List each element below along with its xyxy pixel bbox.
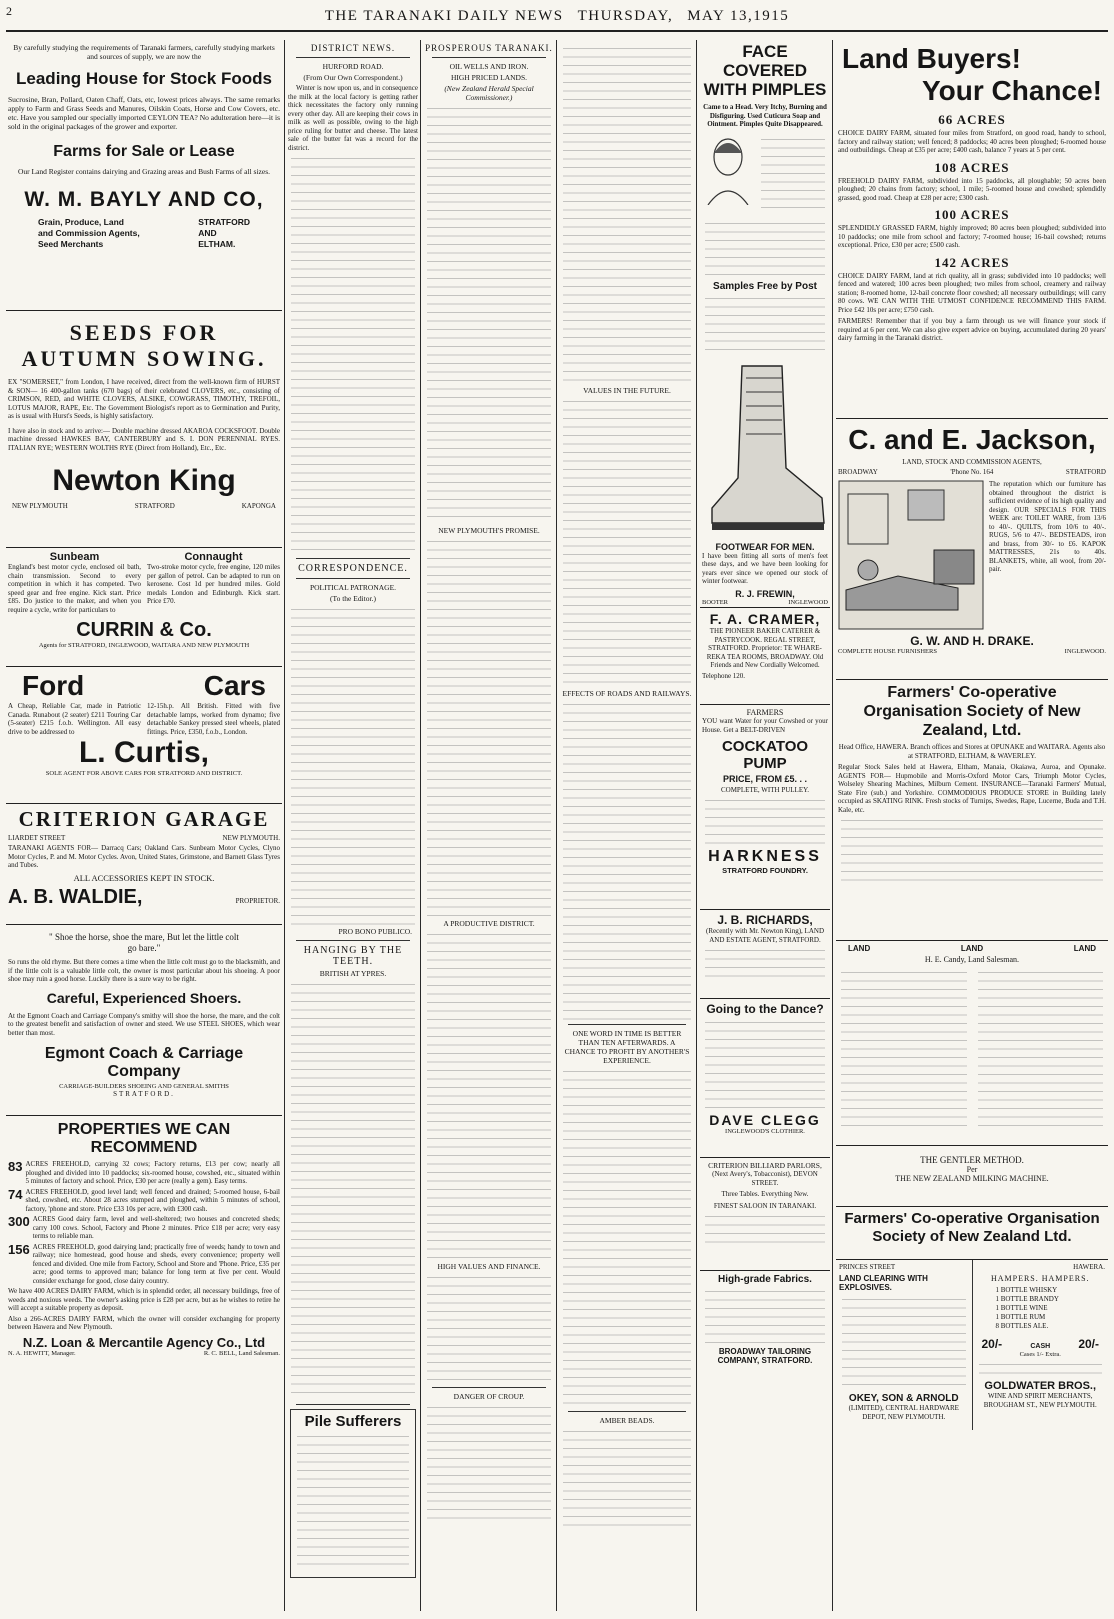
article-text-block	[705, 796, 825, 846]
careful-headline: Careful, Experienced Shoers.	[46, 989, 242, 1006]
article-text-block	[563, 700, 691, 1020]
divider	[296, 578, 410, 579]
page-number: 2	[6, 4, 14, 18]
candy-listings	[838, 966, 1106, 1130]
farmers-body: YOU want Water for your Cowshed or your House. Get a BELT-DRIVEN	[702, 717, 828, 734]
nk-place: NEW PLYMOUTH	[12, 502, 68, 510]
high-values-heading: HIGH VALUES AND FINANCE.	[437, 1262, 541, 1271]
article-text-block	[978, 968, 1104, 1128]
boot-illustration-icon	[702, 358, 828, 538]
dave-clegg-name: DAVE CLEGG	[709, 1112, 821, 1128]
lot-description: CHOICE DAIRY FARM, situated four miles from Stratford, on good road, handy to school, factory and railway station; well fenced; 8 paddocks; 40 acres been ploughed; 6-roomed house and outbuildings. Cheap at £35 per acre; £400 cash, balance 7 years at 5 per cent.	[838, 129, 1106, 154]
cockatoo-price: PRICE, FROM £5. . .	[722, 774, 807, 784]
jackson-street: BROADWAY	[838, 468, 878, 476]
egmont-body: At the Egmont Coach and Carriage Company's smithy will shoe the horse, the mare, and the colt to the greatest benefit and satisfaction of owner and steed. We use STEEL SHOES, which wear better than most.	[8, 1011, 280, 1037]
harkness-advertisement	[700, 705, 830, 910]
column-rule	[420, 40, 421, 1611]
divider	[568, 1411, 686, 1412]
farmers-coop-advertisement	[836, 680, 1108, 941]
article-text-block	[291, 980, 415, 1400]
article-text-block	[291, 154, 415, 554]
hamper-item: 1 BOTTLE RUM	[995, 1313, 1046, 1321]
per-word: Per	[966, 1165, 978, 1174]
curtis-sub: SOLE AGENT FOR ABOVE CARS FOR STRATFORD AND DISTRICT.	[45, 770, 243, 777]
coop-body-2: Regular Stock Sales held at Hawera, Eltham, Manaia, Okaiawa, Auroa, and Opunake. AGENTS FOR— Hupmobile and Morris-Oxford Motor Cars, Triumph Motor Cycles, Wolseley Shearing Machines, Milburn Cement. INSURANCE—Taranaki Farmers' Mutual, State Fire (sub.) and Yorkshire. COMMODIOUS PRODUCE STORE in Building lately occupied as SKATING RINK. Fresh stocks of Turnips, Swedes, Rape, Lucerne, Buda and T.H. Kale, etc.	[838, 763, 1106, 814]
okey-sub: (LIMITED), CENTRAL HARDWARE DEPOT, NEW PLYMOUTH.	[848, 1404, 959, 1421]
danger-croup-heading: DANGER OF CROUP.	[453, 1392, 525, 1401]
lot-acreage: 100 ACRES	[934, 207, 1010, 222]
productive-district-heading: A PRODUCTIVE DISTRICT.	[443, 919, 535, 928]
jackson-town: STRATFORD	[1065, 468, 1106, 476]
property-description: ACRES FREEHOLD, carrying 32 cows; Factory returns, £13 per cow; nearly all ploughed and divided into 10 paddocks; six-roomed house, cowshed, etc., situated within 5 minutes of factory and school. Price, £30 per acre (really a gem). Easy terms.	[25, 1160, 280, 1185]
candy-name: H. E. Candy, Land Salesman.	[924, 955, 1020, 964]
footwear-headline: FOOTWEAR FOR MEN.	[715, 541, 815, 552]
bayly-details	[8, 217, 280, 250]
property-description: ACRES Good dairy farm, level and well-sheltered; two houses and concreted sheds; carry 100 cows. School, Factory and Phone 2 minutes. Price £18 per acre; very easy terms to reliable man.	[32, 1215, 280, 1240]
sunbeam-block	[8, 551, 141, 614]
column-ads-right	[836, 40, 1108, 1611]
column-rule	[832, 40, 833, 1611]
waldie-name: A. B. WALDIE,	[8, 885, 143, 908]
cars-word: Cars	[203, 670, 266, 701]
property-acreage: 83	[8, 1159, 23, 1174]
jackson-address	[838, 468, 1106, 476]
divider	[296, 558, 410, 559]
drake-sub-line	[838, 648, 1106, 655]
bayly-town: STRATFORD	[198, 217, 250, 227]
byline: (From Our Own Correspondent.)	[303, 73, 403, 82]
district-news-first-paragraph: Winter is now upon us, and in consequence the milk at the local factory is getting rather thick necessitates the factory only running every other day. All are keeping their cows in milk as well as possible, owing to the high price ruling for butter and cheese. The latest sale of the butter fat was a record for the district.	[288, 84, 418, 152]
paper-name: THE TARANAKI DAILY NEWS	[324, 7, 564, 24]
dance-headline: Going to the Dance?	[706, 1002, 824, 1016]
billiard-finest: FINEST SALOON IN TARANAKI.	[713, 1201, 817, 1210]
article-text-block	[705, 219, 825, 279]
jackson-sub: LAND, STOCK AND COMMISSION AGENTS,	[902, 458, 1042, 466]
drake-town: INGLEWOOD.	[1064, 648, 1106, 655]
roads-railways-heading: EFFECTS OF ROADS AND RAILWAYS.	[562, 689, 692, 698]
british-ypres-heading: BRITISH AT YPRES.	[319, 969, 387, 978]
hamper-price	[982, 1337, 1100, 1351]
frewin-name: R. J. FREWIN,	[735, 588, 795, 599]
issue-date: MAY 13,1915	[687, 7, 790, 24]
property-description: ACRES FREEHOLD, good dairying land; practically free of weeds; handy to town and railway; nice homestead, good house and sheds, every convenience; property well fenced and divided. One mile from Factory, School and Store and 'Phone. Price, £35 per acre; good terms to approved man; balance for long term at five per cent. Would consider exchange for good, close dairy country.	[32, 1242, 280, 1285]
article-text-block	[427, 537, 551, 917]
nz-loan-people	[8, 1350, 280, 1357]
divider	[432, 1387, 546, 1388]
coop-name: Farmers' Co-operative Organisation Society of New Zealand, Ltd.	[863, 684, 1081, 739]
price-right: 20/-	[1078, 1337, 1099, 1351]
nz-loan-salesman: R. C. BELL, Land Salesman.	[203, 1349, 280, 1357]
prosperous-taranaki-heading: PROSPEROUS TARANAKI.	[425, 43, 553, 53]
values-future-heading: VALUES IN THE FUTURE.	[583, 386, 671, 395]
bayly-advertisement	[6, 40, 282, 311]
drake-body	[838, 480, 1106, 630]
bayly-service-line: Seed Merchants	[38, 239, 104, 249]
milking-heading: THE NEW ZEALAND MILKING MACHINE.	[895, 1174, 1049, 1183]
footwear-body: I have been fitting all sorts of men's feet these days, and we have been looking for years ever since we opened our stock of winter footwear.	[702, 551, 828, 585]
nz-loan-manager: N. A. HEWITT, Manager.	[8, 1349, 76, 1357]
hurford-road-heading: HURFORD ROAD.	[322, 62, 384, 71]
correspondence-heading: CORRESPONDENCE.	[298, 563, 408, 574]
coop-body: Head Office, HAWERA. Branch offices and Stores at OPUNAKE and WAITARA. Agents also at STRATFORD, ELTHAM, & WAVERLEY.	[838, 743, 1106, 760]
column-ads-middle	[700, 40, 830, 1611]
your-chance-headline: Your Chance!	[922, 75, 1102, 106]
woman-portrait-icon	[702, 133, 754, 205]
article-text-block	[842, 1295, 966, 1391]
jackson-drake-advertisement	[836, 419, 1108, 680]
cramer-body: THE PIONEER BAKER CATERER & PASTRYCOOK. REGAL STREET, STRATFORD. Proprietor: TE WHARE-REKA TEA ROOMS, BROADWAY. Old Friends and New Cordially Welcomed.	[706, 627, 824, 669]
column-rule	[284, 40, 285, 1611]
article-text-block	[979, 1360, 1103, 1378]
milking-machine-advertisement	[836, 1146, 1108, 1207]
billiard-advertisement	[700, 1158, 830, 1271]
billiard-name: CRITERION BILLIARD PARLORS,	[708, 1161, 822, 1170]
princes-line	[839, 1263, 969, 1271]
article-text-block	[427, 1403, 551, 1523]
oil-wells-heading: OIL WELLS AND IRON.	[449, 62, 529, 71]
face-title: FACE COVERED WITH PIMPLES	[703, 42, 827, 99]
okey-advertisement	[836, 1260, 973, 1430]
jackson-name: C. and E. Jackson,	[848, 424, 1096, 455]
hampers-heading: HAMPERS. HAMPERS.	[990, 1274, 1090, 1283]
property-acreage: 300	[8, 1214, 30, 1229]
harkness-name: HARKNESS	[708, 848, 822, 865]
district-news-heading: DISTRICT NEWS.	[310, 43, 396, 53]
richards-body: (Recently with Mr. Newton King), LAND AND ESTATE AGENT, STRATFORD.	[705, 927, 824, 944]
hamper-item: 8 BOTTLES ALE.	[995, 1322, 1049, 1330]
farms-body: Our Land Register contains dairying and Grazing areas and Bush Farms of all sizes.	[17, 167, 270, 176]
waldie-role: PROPRIETOR.	[235, 896, 280, 905]
issue-day: THURSDAY,	[577, 7, 674, 24]
divider	[296, 1404, 410, 1405]
okey-name: OKEY, SON & ARNOLD	[848, 1393, 959, 1404]
clegg-sub: INGLEWOOD'S CLOTHIER.	[725, 1128, 805, 1135]
land-word: LAND	[960, 944, 984, 953]
broadway-name: BROADWAY TAILORING COMPANY, STRATFORD.	[717, 1347, 813, 1365]
newton-king-advertisement	[6, 311, 282, 548]
price-left: 20/-	[981, 1337, 1003, 1351]
bayly-service-line: Grain, Produce, Land	[38, 217, 124, 227]
ford-advertisement	[6, 667, 282, 804]
property-listing	[8, 1287, 280, 1313]
article-text-block	[705, 1287, 825, 1345]
letter-text-block	[291, 605, 415, 925]
article-text-block	[427, 1273, 551, 1383]
nk-place: KAPONGA	[241, 502, 276, 510]
column-prosperous-taranaki	[424, 40, 554, 1611]
one-word-in-time-heading: ONE WORD IN TIME IS BETTER THAN TEN AFTERWARDS. A CHANCE TO PROFIT BY ANOTHER'S EXPERIENCE.	[564, 1029, 690, 1065]
land-buyers-headline: Land Buyers!	[842, 43, 1021, 74]
land-clearing-heading: LAND CLEARING WITH EXPLOSIVES.	[839, 1274, 928, 1292]
bayly-towns	[198, 217, 250, 250]
divider	[568, 1024, 686, 1025]
new-plymouth-promise-heading: NEW PLYMOUTH'S PROMISE.	[438, 526, 540, 535]
bayly-services	[38, 217, 140, 250]
criterion-name: CRITERION GARAGE	[18, 807, 270, 831]
jackson-phone: 'Phone No. 164	[950, 468, 994, 476]
ford-headline	[8, 670, 280, 702]
lot-description: FREEHOLD DAIRY FARM, subdivided into 15 paddocks, all ploughable; 50 acres been ploughed; 20 chains from factory; school, 1 mile; 5-roomed house and cowshed; splendidly grassed, good road. Cheap at £28 per acre; £300 cash.	[838, 176, 1106, 202]
bayly-service-line: and Commission Agents,	[38, 228, 140, 238]
property-description: ACRES FREEHOLD, good level land; well fenced and drained; 5-roomed house, 6-bail shed, cowshed, etc. About 28 acres stumped and ploughed, within 5 minutes of school, factory, 'phone and store. Price £33 10s per acre, with £300 cash.	[25, 1187, 280, 1213]
richards-advertisement	[700, 910, 830, 999]
billiard-body: (Next Avery's, Tobacconist), DEVON STREET.	[712, 1170, 818, 1187]
waldie-line	[8, 886, 280, 909]
divider	[296, 57, 410, 58]
billiard-tables: Three Tables. Everything New.	[721, 1190, 809, 1198]
stock-headline: Leading House for Stock Foods	[16, 69, 272, 88]
article-text-block	[563, 1427, 691, 1527]
criterion-street: LIARDET STREET	[8, 834, 66, 842]
lot-acreage: 66 ACRES	[938, 112, 1006, 127]
ford-details	[8, 702, 280, 736]
sunbeam-body: England's best motor cycle, enclosed oil bath, chain transmission. Second to every competition in which it has competed. Two speed gear and free engine. Kick start. Price £85. Do justice to the maker, and when you require a cycle, write for particulars to	[8, 563, 141, 614]
property-listing	[8, 1188, 280, 1214]
drake-sub: COMPLETE HOUSE FURNISHERS	[838, 648, 937, 655]
hamper-item: 1 BOTTLE WHISKY	[995, 1286, 1058, 1294]
property-acreage: 74	[8, 1186, 23, 1202]
goldwater-sub: WINE AND SPIRIT MERCHANTS, BROUGHAM ST., NEW PLYMOUTH.	[983, 1392, 1097, 1409]
lots-note: FARMERS! Remember that if you buy a farm through us we will finance your stock if required at 6 per cent. We can also give expert advice on buying, accumulated during 20 years' dairy farming in the Taranaki district.	[838, 317, 1106, 342]
article-text-block	[705, 946, 825, 980]
hanging-teeth-heading: HANGING BY THE TEETH.	[303, 945, 403, 967]
hamper-items	[976, 1286, 1106, 1331]
cramer-telephone: Telephone 120.	[702, 671, 746, 680]
property-listing	[8, 1315, 280, 1332]
farms-headline: Farms for Sale or Lease	[53, 143, 235, 160]
nz-loan-name: N.Z. Loan & Mercantile Agency Co., Ltd	[22, 1334, 266, 1350]
property-listing	[8, 1243, 280, 1286]
ford-body-left: A Cheap, Reliable Car, made in Patriotic Canada. Runabout (2 seater) £211 Touring Car (5-seater) £215 f.o.b. Wellington. All easy drive to be addressed to	[8, 702, 141, 736]
land-word: LAND	[848, 944, 871, 953]
lot-acreage: 142 ACRES	[934, 254, 1010, 270]
cockatoo-sub: COMPLETE, WITH PULLEY.	[720, 786, 810, 794]
divider	[296, 940, 410, 941]
column-rule	[696, 40, 697, 1611]
land-word: LAND	[1073, 944, 1096, 953]
connaught-title: Connaught	[184, 551, 243, 563]
lot-description: SPLENDIDLY GRASSED FARM, highly improved; 80 acres been ploughed; subdivided into 10 paddocks; one mile from school and factory; 7-roomed house; 16-bail cowshed; returns exceptional. Price, £30 per acre; £500 cash.	[838, 224, 1106, 249]
gentler-heading: THE GENTLER METHOD.	[920, 1155, 1024, 1165]
nk-place: STRATFORD	[134, 502, 175, 510]
criterion-address	[8, 834, 280, 842]
amber-beads-heading: AMBER BEADS.	[599, 1416, 655, 1425]
high-grade-headline: High-grade Fabrics.	[718, 1274, 812, 1285]
clegg-advertisement	[700, 999, 830, 1158]
price-cash: CASH	[1030, 1343, 1051, 1350]
properties-list	[8, 1160, 280, 1332]
properties-advertisement	[6, 1116, 282, 1362]
bottom-right-ads	[836, 1260, 1108, 1430]
article-text-block	[427, 104, 551, 524]
farmers-coop-2-advertisement	[836, 1207, 1108, 1260]
bayly-name: W. M. BAYLY AND CO,	[24, 188, 264, 211]
article-text-block	[563, 44, 691, 384]
frewin-details	[702, 599, 828, 606]
article-text-block	[761, 135, 825, 215]
land-header	[838, 944, 1106, 953]
ford-body-right: 12-15h.p. All British. Fitted with five detachable lamps, worked from dynamo; five detachable Sankey pressed steel wheels, plated fittings. Price, £350, f.o.b., London.	[147, 702, 280, 736]
cuticura-advertisement	[700, 40, 830, 608]
article-text-block	[705, 1018, 825, 1110]
egmont-sub: CARRIAGE-BUILDERS SHOEING AND GENERAL SMITHS	[59, 1083, 229, 1090]
candy-land-advertisement	[836, 941, 1108, 1146]
seeds-body: EX "SOMERSET," from London, I have received, direct from the well-known firm of HURST & SON— 16 400-gallon tanks (670 bags) of their celebrated CLOVERS, etc., consisting of CRIMSON, RED, and WHITE CLOVERS, ALSIKE, COWGRASS, TIMOTHY, TREFOIL, LOTUS MAJOR, RAPE, Etc. The Government Biologist's report as to Germination and Purity, as is usual with Hurst's Seeds, is highly satisfactory.	[8, 378, 280, 420]
frewin-role: BOOTER	[702, 598, 728, 606]
stock-body: Sucrosine, Bran, Pollard, Oaten Chaff, Oats, etc, lowest prices always. The same remarks apply to Farm and Grass Seeds and Manures, Oilskin Coats, Horse and Cow Covers, etc. etc. Have you sampled our specially imported CEYLON TEA? No adulteration here—it is sold in the original packages of the grower and exporter.	[8, 95, 280, 131]
cramer-name: F. A. CRAMER,	[709, 611, 821, 627]
divider	[432, 57, 546, 58]
princes-street: PRINCES STREET	[839, 1263, 896, 1271]
column-advertisements-left	[6, 40, 282, 1611]
hamper-item: 1 BOTTLE BRANDY	[995, 1295, 1059, 1303]
egmont-town: STRATFORD.	[113, 1090, 175, 1098]
drake-specials: The reputation which our furniture has obtained throughout the district is sufficient evidence of its high quality and design. OUR SPECIALS FOR THIS WEEK are: TOILET WARE, from 13/6 to 40/-. QUILTS, from 10/6 to 40/-. RUGS, 5/6 to 47/-. BEDSTEADS, iron and brass, from 30/- to £6. KAPOK MATTRESSES, 21s to 40s. BLANKETS, white, all wool, from 20/- pair.	[989, 480, 1106, 573]
egmont-name: Egmont Coach & Carriage Company	[44, 1045, 244, 1080]
high-priced-lands-heading: HIGH PRICED LANDS.	[450, 73, 528, 82]
seeds-title: SEEDS FOR AUTUMN SOWING.	[21, 320, 267, 371]
curtis-name: L. Curtis,	[78, 736, 209, 769]
furnished-room-illustration-icon	[838, 480, 984, 630]
pile-sufferers-advertisement: Pile Sufferers	[290, 1409, 416, 1578]
stock-intro: By carefully studying the requirements of Taranaki farmers, carefully studying markets and sources of supply, we are now the	[13, 43, 275, 61]
coop-2-name: Farmers' Co-operative Organisation Society of New Zealand Ltd.	[844, 1210, 1100, 1245]
property-description: Also a 266-ACRES DAIRY FARM, which the owner will consider exchanging for property between Hawera and New Plymouth.	[8, 1314, 280, 1331]
cramer-advertisement	[700, 608, 830, 705]
frewin-town: INGLEWOOD	[788, 598, 828, 606]
cuticura-body	[702, 133, 828, 217]
broadway-tailoring-advertisement	[700, 1271, 830, 1370]
connaught-block	[147, 551, 280, 614]
newton-king-name: Newton King	[52, 464, 236, 497]
ford-word: Ford	[22, 670, 85, 701]
article-text-block	[705, 294, 825, 354]
face-sub: Came to a Head. Very Itchy, Burning and Disfiguring. Used Cuticura Soap and Ointment. Pimples Quite Disappeared.	[703, 103, 827, 128]
connaught-body: Two-stroke motor cycle, free engine, 120 miles per gallon of petrol. Can be adapted to run on kerosene. Cost 1d per hundred miles. Gold medals London and Edinburgh. Kick start. Price £70.	[147, 563, 280, 605]
land-lots-list	[838, 112, 1106, 314]
currin-advertisement	[6, 548, 282, 667]
hawera-town: HAWERA.	[1073, 1263, 1105, 1271]
lot-acreage: 108 ACRES	[934, 159, 1010, 175]
criterion-accessories: ALL ACCESSORIES KEPT IN STOCK.	[73, 872, 215, 883]
currin-name: CURRIN & Co.	[76, 619, 212, 641]
article-text-block	[427, 930, 551, 1260]
cockatoo-pump: COCKATOO PUMP	[721, 738, 809, 772]
jackson-land-advertisement	[836, 40, 1108, 419]
shoe-body: So runs the old rhyme. But there comes a time when the little colt must go to the blacksmith, and if the little colt is a valuable little colt, the owner is most particular about his shoeing. A poor shoe may ruin a good horse. Luckily there is a sure way to be right.	[8, 958, 280, 983]
bayly-town: AND	[198, 228, 217, 238]
newton-king-places	[8, 502, 280, 510]
article-text-block	[705, 1212, 825, 1246]
property-listing	[8, 1160, 280, 1186]
egmont-advertisement	[6, 925, 282, 1116]
harkness-sub: STRATFORD FOUNDRY.	[722, 866, 808, 875]
property-listing	[8, 1215, 280, 1241]
criterion-body: TARANAKI AGENTS FOR— Darracq Cars; Oakland Cars. Sunbeam Motor Cycles, Clyno Motor Cycles, P. and M. Motor Cycles. Avon, United States, Grimstone, and Barnett Glass Tyres and Tubes.	[8, 844, 280, 869]
article-text-block	[563, 397, 691, 687]
column-rule	[556, 40, 557, 1611]
masthead	[6, 2, 1108, 32]
samples-headline: Samples Free by Post	[713, 280, 817, 292]
article-text-block	[841, 968, 967, 1128]
column-article-continued	[560, 40, 694, 1611]
goldwater-advertisement	[973, 1260, 1109, 1430]
article-text-block	[563, 1067, 691, 1407]
motorcycle-pair	[8, 551, 280, 614]
cases-extra: Cases 1/- Extra.	[1019, 1351, 1061, 1358]
drake-name: G. W. AND H. DRAKE.	[910, 634, 1034, 648]
hamper-item: 1 BOTTLE WINE	[995, 1304, 1048, 1312]
article-text-block	[841, 816, 1103, 884]
farmers-heading: FARMERS	[746, 708, 784, 717]
criterion-garage-advertisement	[6, 804, 282, 925]
currin-agents: Agents for STRATFORD, INGLEWOOD, WAITARA AND NEW PLYMOUTH	[38, 642, 250, 649]
criterion-town: NEW PLYMOUTH.	[222, 834, 280, 842]
property-description: We have 400 ACRES DAIRY FARM, which is in splendid order, all necessary buildings, free of weeds and noxious weeds. The owner's asking price is £28 per acre, but as he wishes to retire he will accept a suitable property as deposit.	[8, 1287, 280, 1312]
political-patronage-heading: POLITICAL PATRONAGE.	[309, 583, 397, 592]
bayly-town: ELTHAM.	[198, 239, 236, 249]
richards-name: J. B. RICHARDS,	[717, 913, 813, 927]
to-the-editor: (To the Editor.)	[330, 594, 376, 603]
letter-signature: PRO BONO PUBLICO.	[338, 927, 412, 936]
seeds-body-2: I have also in stock and to arrive:— Double machine dressed AKAROA COCKSFOOT. Double machine dressed HAWKES BAY, CANTERBURY and S. I. DON PERENNIAL RYES. ITALIAN RYE; WESTERN WOLTHS RYE (Direct from Holland), Etc., Etc.	[8, 426, 280, 452]
column-district-news	[288, 40, 418, 1611]
lot-description: CHOICE DAIRY FARM, land at rich quality, all in grass; subdivided into 10 paddocks; well fenced and watered; 100 acres been ploughed; two miles from school, creamery and railway station; 8-roomed home, 12-bail concrete floor cowshed; all necessary outbuildings; will carry 80 cows. WE CAN WITH THE UTMOST CONFIDENCE RECOMMEND THIS FARM. Price £42 10s per acre; £750 cash.	[838, 271, 1106, 314]
properties-title: PROPERTIES WE CAN RECOMMEND	[57, 1121, 231, 1156]
goldwater-name: GOLDWATER BROS.,	[984, 1380, 1097, 1392]
property-acreage: 156	[8, 1241, 30, 1257]
special-commissioner: (New Zealand Herald Special Commissioner.)	[444, 84, 534, 102]
shoe-quote: " Shoe the horse, shoe the mare, But let the little colt go bare."	[49, 932, 239, 953]
sunbeam-title: Sunbeam	[49, 551, 100, 563]
